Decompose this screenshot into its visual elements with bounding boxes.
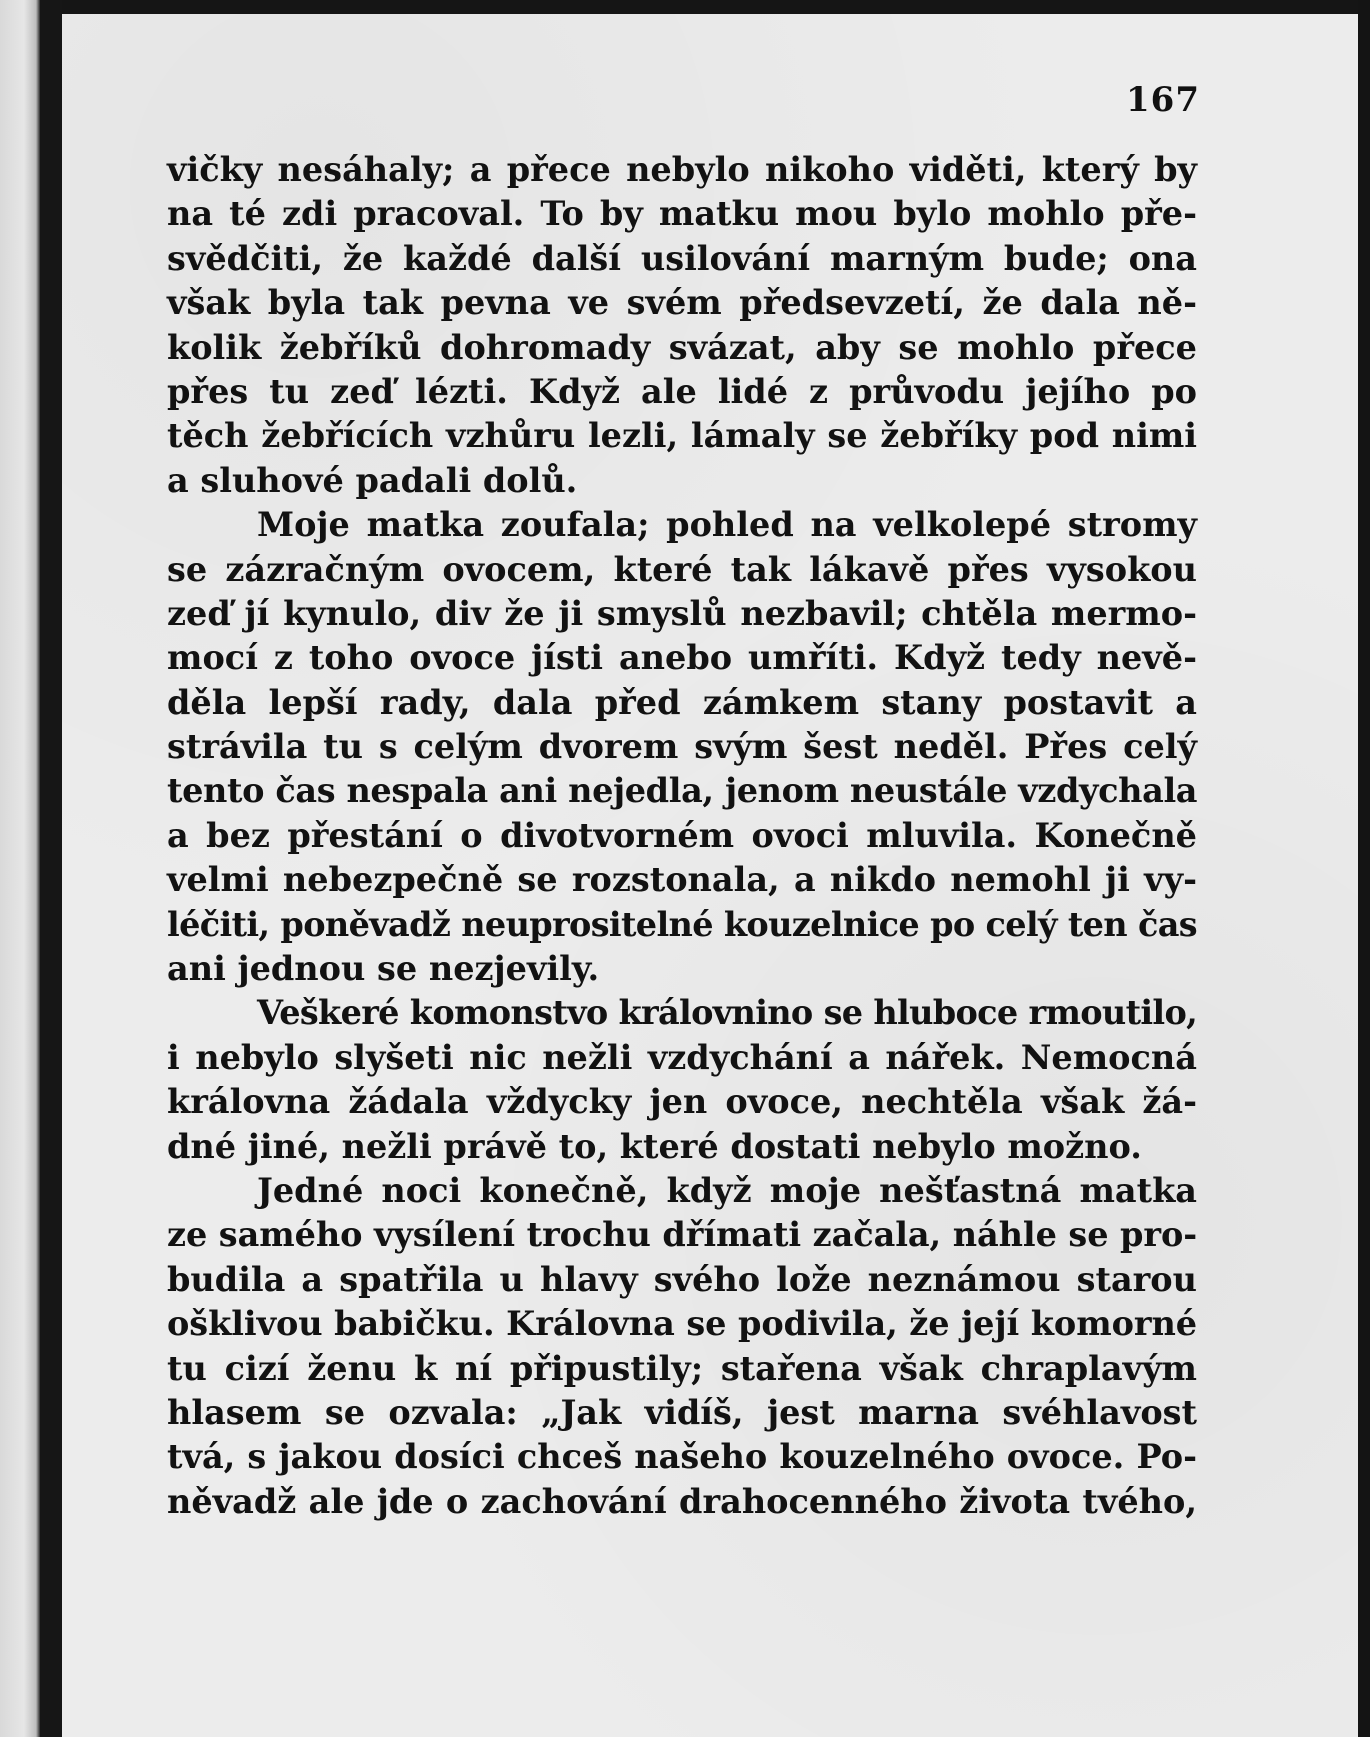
text-line: strávila tu s celým dvorem svým šest neděl. Přes celý xyxy=(167,727,1197,767)
text-line: těch žebřících vzhůru lezli, lámaly se žebříky pod nimi xyxy=(167,416,1197,456)
text-line: na té zdi pracoval. To by matku mou bylo mohlo pře- xyxy=(167,194,1197,234)
book-gutter xyxy=(40,0,62,1737)
page-edge-shadow xyxy=(1358,0,1370,1737)
text-line: zeď jí kynulo, div že ji smyslů nezbavil; chtěla mermo- xyxy=(167,593,1197,633)
text-line: velmi nebezpečně se rozstonala, a nikdo nemohl ji vy- xyxy=(167,860,1197,900)
text-line: děla lepší rady, dala před zámkem stany postavit a xyxy=(167,682,1197,722)
text-line: Jedné noci konečně, když moje nešťastná matka xyxy=(257,1170,1197,1210)
text-line: však byla tak pevna ve svém předsevzetí, že dala ně- xyxy=(167,283,1197,323)
text-line: přes tu zeď lézti. Když ale lidé z průvodu jejího po xyxy=(167,371,1197,411)
text-line: tu cizí ženu k ní připustily; stařena však chraplavým xyxy=(167,1348,1197,1388)
text-line: budila a spatřila u hlavy svého lože neznámou starou xyxy=(167,1259,1197,1299)
text-line: tvá, s jakou dosíci chceš našeho kouzelného ovoce. Po- xyxy=(167,1437,1197,1477)
text-line: ze samého vysílení trochu dřímati začala, náhle se pro- xyxy=(167,1215,1198,1255)
text-line: a sluhové padali dolů. xyxy=(167,460,578,500)
page-number: 167 xyxy=(1126,80,1200,120)
text-line: i nebylo slyšeti nic nežli vzdychání a nářek. Nemocná xyxy=(167,1037,1197,1077)
text-line: svědčiti, že každé další usilování marným bude; ona xyxy=(167,238,1197,278)
text-line: hlasem se ozvala: „Jak vidíš, jest marna svéhlavost xyxy=(167,1392,1197,1432)
body-text xyxy=(167,148,1197,1524)
text-line: něvadž ale jde o zachování drahocenného života tvého, xyxy=(167,1481,1197,1521)
text-line: tento čas nespala ani nejedla, jenom neustále vzdychala xyxy=(167,771,1198,811)
text-line: léčiti, poněvadž neuprositelné kouzelnice po celý ten čas xyxy=(167,904,1197,944)
text-line: vičky nesáhaly; a přece nebylo nikoho viděti, který by xyxy=(167,150,1197,189)
text-line: Moje matka zoufala; pohled na velkolepé stromy xyxy=(257,505,1197,545)
text-line: dné jiné, nežli právě to, které dostati nebylo možno. xyxy=(167,1126,1142,1166)
text-line: a bez přestání o divotvorném ovoci mluvila. Konečně xyxy=(167,815,1197,855)
text-line: královna žádala vždycky jen ovoce, nechtěla však žá- xyxy=(167,1082,1197,1122)
text-line: mocí z toho ovoce jísti anebo umříti. Když tedy nevě- xyxy=(167,638,1197,678)
text-line: ani jednou se nezjevily. xyxy=(167,949,600,989)
text-line: se zázračným ovocem, které tak lákavě přes vysokou xyxy=(167,549,1197,589)
text-line: Veškeré komonstvo královnino se hluboce rmoutilo, xyxy=(257,993,1198,1033)
previous-page-edge xyxy=(0,0,40,1737)
text-line: kolik žebříků dohromady svázat, aby se mohlo přece xyxy=(167,327,1197,367)
text-line: ošklivou babičku. Královna se podivila, že její komorné xyxy=(167,1304,1198,1344)
